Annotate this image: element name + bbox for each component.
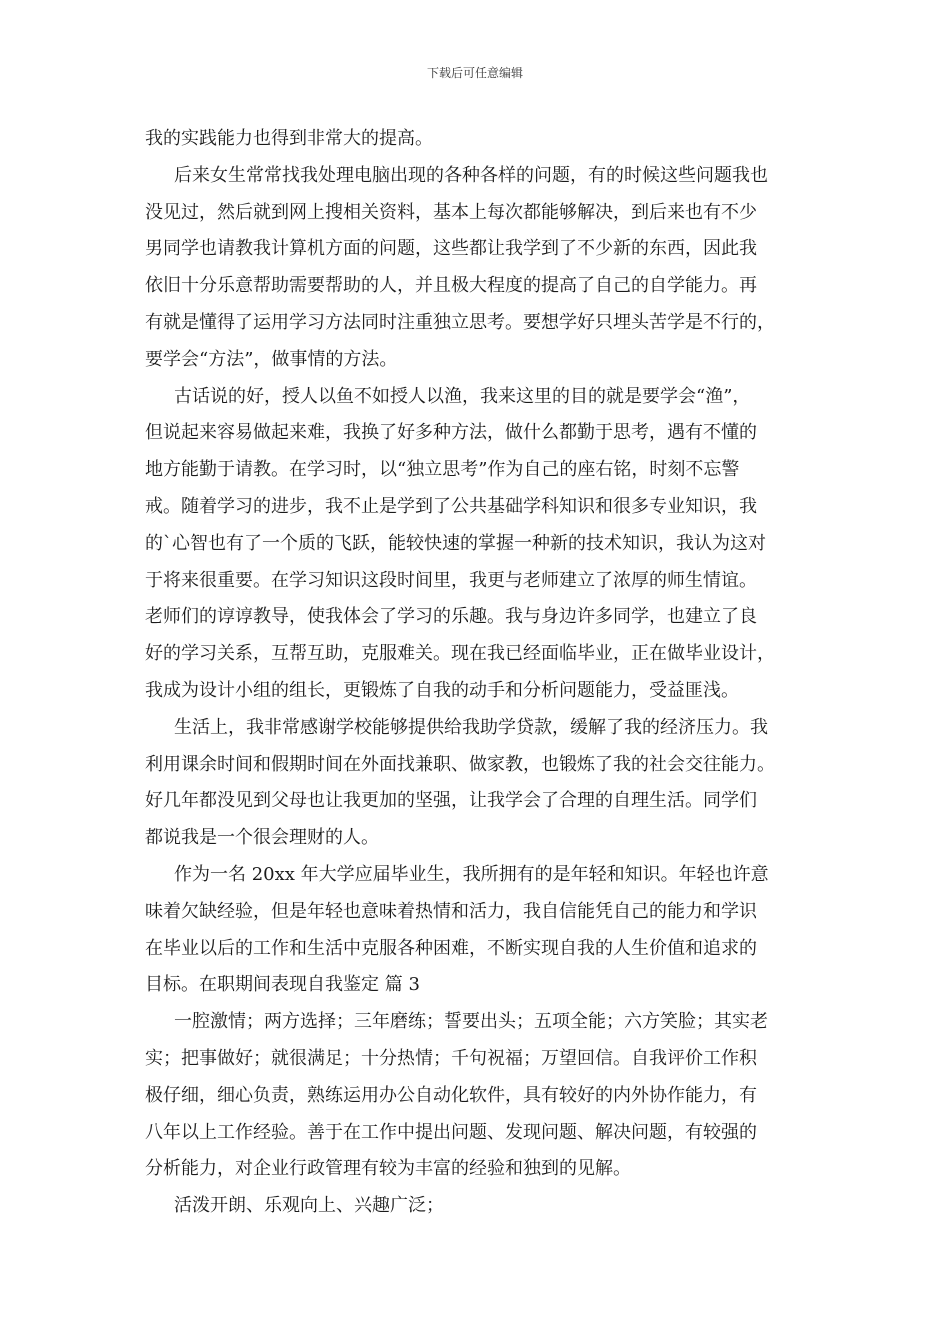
text-line: 极仔细，细心负责，熟练运用办公自动化软件，具有较好的内外协作能力，有	[145, 1084, 757, 1106]
text-line: 古话说的好，授人以鱼不如授人以渔，我来这里的目的就是要学会“渔”，	[174, 385, 751, 407]
text-line: 活泼开朗、乐观向上、兴趣广泛；	[174, 1195, 444, 1217]
text-line: 但说起来容易做起来难，我换了好多种方法，做什么都勤于思考，遇有不懂的	[145, 422, 757, 444]
text-line: 我的实践能力也得到非常大的提高。	[145, 128, 433, 149]
text-line: 都说我是一个很会理财的人。	[145, 827, 379, 849]
text-line: 的`心智也有了一个质的飞跃，能较快速的掌握一种新的技术知识，我认为这对	[145, 532, 766, 554]
text-line: 有就是懂得了运用学习方法同时注重独立思考。要想学好只埋头苦学是不行的，	[145, 311, 775, 333]
text-line: 目标。在职期间表现自我鉴定 篇 3	[145, 974, 420, 996]
text-line: 我成为设计小组的组长，更锻炼了自我的动手和分析问题能力，受益匪浅。	[145, 679, 739, 701]
text-line: 老师们的谆谆教导，使我体会了学习的乐趣。我与身边许多同学，也建立了良	[145, 606, 757, 628]
text-line: 一腔激情；两方选择；三年磨练；誓要出头；五项全能；六方笑脸；其实老	[174, 1011, 768, 1033]
text-line: 地方能勤于请教。在学习时，以“独立思考”作为自己的座右铭，时刻不忘警	[145, 459, 740, 481]
text-line: 要学会“方法”，做事情的方法。	[145, 348, 398, 370]
text-line: 戒。随着学习的进步，我不止是学到了公共基础学科知识和很多专业知识，我	[145, 495, 757, 517]
text-line: 分析能力，对企业行政管理有较为丰富的经验和独到的见解。	[145, 1158, 631, 1180]
text-line: 于将来很重要。在学习知识这段时间里，我更与老师建立了浓厚的师生情谊。	[145, 569, 757, 591]
text-line: 男同学也请教我计算机方面的问题，这些都让我学到了不少新的东西，因此我	[145, 238, 757, 260]
text-line: 好几年都没见到父母也让我更加的坚强，让我学会了合理的自理生活。同学们	[145, 790, 757, 812]
text-line: 生活上，我非常感谢学校能够提供给我助学贷款，缓解了我的经济压力。我	[174, 716, 768, 738]
text-line: 好的学习关系，互帮互助，克服难关。现在我已经面临毕业，正在做毕业设计，	[145, 643, 775, 665]
text-line: 利用课余时间和假期时间在外面找兼职、做家教，也锻炼了我的社会交往能力。	[145, 753, 775, 775]
text-line: 依旧十分乐意帮助需要帮助的人，并且极大程度的提高了自己的自学能力。再	[145, 275, 757, 297]
text-line: 没见过，然后就到网上搜相关资料，基本上每次都能够解决，到后来也有不少	[145, 201, 757, 223]
document-body	[145, 121, 805, 1225]
page-header: 下载后可任意编辑	[426, 66, 523, 80]
text-line: 在毕业以后的工作和生活中克服各种困难，不断实现自我的人生价值和追求的	[145, 937, 757, 959]
text-line: 后来女生常常找我处理电脑出现的各种各样的问题，有的时候这些问题我也	[174, 164, 768, 186]
text-line: 作为一名 20xx 年大学应届毕业生，我所拥有的是年轻和知识。年轻也许意	[174, 863, 769, 885]
text-line: 实；把事做好；就很满足；十分热情；千句祝福；万望回信。自我评价工作积	[145, 1047, 757, 1069]
text-line: 八年以上工作经验。善于在工作中提出问题、发现问题、解决问题，有较强的	[145, 1121, 757, 1143]
text-line: 味着欠缺经验，但是年轻也意味着热情和活力，我自信能凭自己的能力和学识	[145, 900, 757, 922]
